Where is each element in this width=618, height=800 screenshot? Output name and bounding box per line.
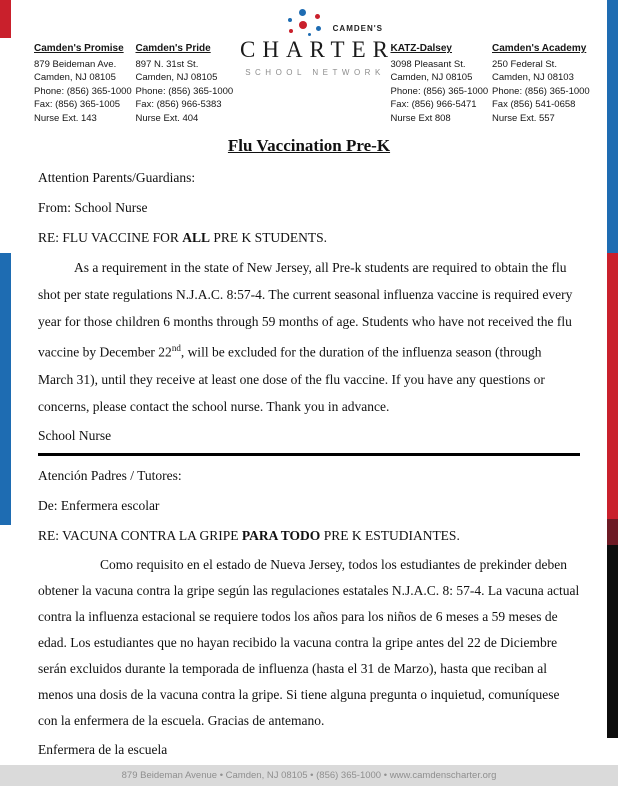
- school-phone: Phone: (856) 365-1000: [390, 85, 489, 97]
- es-attention-line: Atención Padres / Tutores:: [38, 467, 182, 483]
- school-phone: Phone: (856) 365-1000: [492, 85, 590, 97]
- school-fax: Fax (856) 541-0658: [492, 99, 576, 110]
- es-from-line: De: Enfermera escolar: [38, 497, 160, 513]
- school-address-line: Camden, NJ 08103: [492, 72, 574, 83]
- es-paragraph: Como requisito en el estado de Nueva Jersey, todos los estudiantes de prekinder deben obtener la vacuna contra la gripe según las regulaciones estatales N.J.A.C. 8: 57-4. La vacuna actual contra la influenza estacional se requiere todos los años para los niños de 6 meses a 59 meses de edad. Los estudiantes que no hayan recibido la vacuna contra la gripe antes del 22 de Diciembre serán excluidos durante la temporada de influenza (hasta el 31 de Marzo), hasta que reciban al menos una dosis de la vacuna contra la gripe. Si tiene alguna pregunta o inquietud, comuníquese con la enfermera de la escuela. Gracias de antemano.: [38, 556, 580, 728]
- es-re-line: [38, 522, 580, 549]
- logo-wordmark: CHARTER: [240, 37, 395, 62]
- school-fax: Fax: (856) 966-5383: [135, 99, 222, 110]
- letter-title: [38, 136, 580, 156]
- en-signature: School Nurse: [38, 427, 112, 443]
- letter-title-text: Flu Vaccination Pre-K: [227, 136, 391, 155]
- en-re-bold: ALL: [182, 230, 211, 245]
- es-signature: Enfermera de la escuela: [38, 741, 168, 757]
- accent-bar-top-left-red: [0, 0, 11, 38]
- logo-brand-small: CAMDEN'S: [332, 24, 383, 33]
- school-fax: Fax: (856) 966-5471: [390, 99, 477, 110]
- letter-body: [38, 136, 580, 766]
- logo-dot-icon: [308, 33, 311, 36]
- school-phone: Phone: (856) 365-1000: [135, 85, 234, 97]
- es-re-prefix: RE: VACUNA CONTRA LA GRIPE: [38, 527, 242, 543]
- logo-dot-icon: [315, 14, 320, 19]
- school-nurse-ext: Nurse Ext. 557: [492, 112, 555, 124]
- accent-bar-right-black: [607, 545, 618, 738]
- school-address-line: Camden, NJ 08105: [34, 72, 116, 83]
- en-re-line: [38, 224, 580, 251]
- school-column-camdens-pride: [136, 8, 236, 125]
- es-re-bold: PARA TODO: [241, 527, 321, 543]
- en-attention-line: Attention Parents/Guardians:: [38, 170, 196, 185]
- school-name: Camden's Pride: [135, 43, 211, 54]
- school-fax: Fax: (856) 365-1005: [34, 99, 121, 110]
- en-from-line: From: School Nurse: [38, 200, 148, 215]
- letterhead: [34, 8, 592, 125]
- en-paragraph-part2: , will be excluded for the duration of the influenza season (through March 31), until they receive at least one dose of the flu vaccine. If you have any questions or concerns, please contact the school nurse. Thank you in advance.: [38, 344, 545, 414]
- logo-tagline: SCHOOL NETWORK: [245, 68, 385, 77]
- en-paragraph: [38, 254, 580, 420]
- accent-bar-right-blue: [607, 0, 618, 253]
- school-column-katz-dalsey: [391, 8, 491, 125]
- school-address-line: 3098 Pleasant St.: [390, 58, 466, 70]
- school-name: Camden's Promise: [34, 43, 124, 54]
- school-address-line: 250 Federal St.: [492, 58, 557, 70]
- school-nurse-ext: Nurse Ext. 143: [34, 112, 97, 124]
- school-address-line: 897 N. 31st St.: [135, 58, 199, 70]
- accent-bar-right-red: [607, 253, 618, 519]
- logo-dot-icon: [288, 18, 292, 22]
- school-name: Camden's Academy: [492, 43, 587, 54]
- letter-footer: [0, 765, 618, 786]
- school-phone: Phone: (856) 365-1000: [34, 85, 132, 97]
- accent-bar-left-blue: [0, 253, 11, 525]
- school-nurse-ext: Nurse Ext. 404: [135, 112, 199, 124]
- en-re-prefix: RE: FLU VACCINE FOR: [38, 230, 183, 245]
- footer-contact-text: 879 Beideman Avenue • Camden, NJ 08105 • (856) 365-1000 • www.camdenscharter.org: [121, 770, 497, 781]
- section-divider: [38, 453, 580, 456]
- logo-dot-icon: [299, 9, 306, 16]
- logo-dot-icon: [299, 21, 307, 29]
- school-address-line: Camden, NJ 08105: [390, 72, 473, 83]
- en-re-suffix: PRE K STUDENTS.: [210, 230, 328, 245]
- school-column-camdens-academy: [492, 8, 592, 125]
- school-address-line: 879 Beideman Ave.: [34, 58, 117, 70]
- es-re-suffix: PRE K ESTUDIANTES.: [320, 527, 460, 543]
- school-nurse-ext: Nurse Ext 808: [390, 112, 451, 124]
- accent-bar-right-maroon: [607, 519, 618, 545]
- en-paragraph-superscript: nd: [171, 343, 181, 353]
- logo-dot-icon: [289, 29, 293, 33]
- school-name: KATZ-Dalsey: [390, 43, 452, 54]
- en-paragraph-part1: As a requirement in the state of New Jersey, all Pre-k students are required to obtain the flu shot per state regulations N.J.A.C. 8:57-4. The current seasonal influenza vaccine is required every year for those children 6 months through 59 months of age. Students who have not received the flu vaccine by December 22: [38, 260, 573, 360]
- school-column-camdens-promise: [34, 8, 134, 125]
- charter-school-network-logo: [237, 8, 395, 96]
- logo-dot-icon: [316, 26, 321, 31]
- school-address-line: Camden, NJ 08105: [135, 72, 218, 83]
